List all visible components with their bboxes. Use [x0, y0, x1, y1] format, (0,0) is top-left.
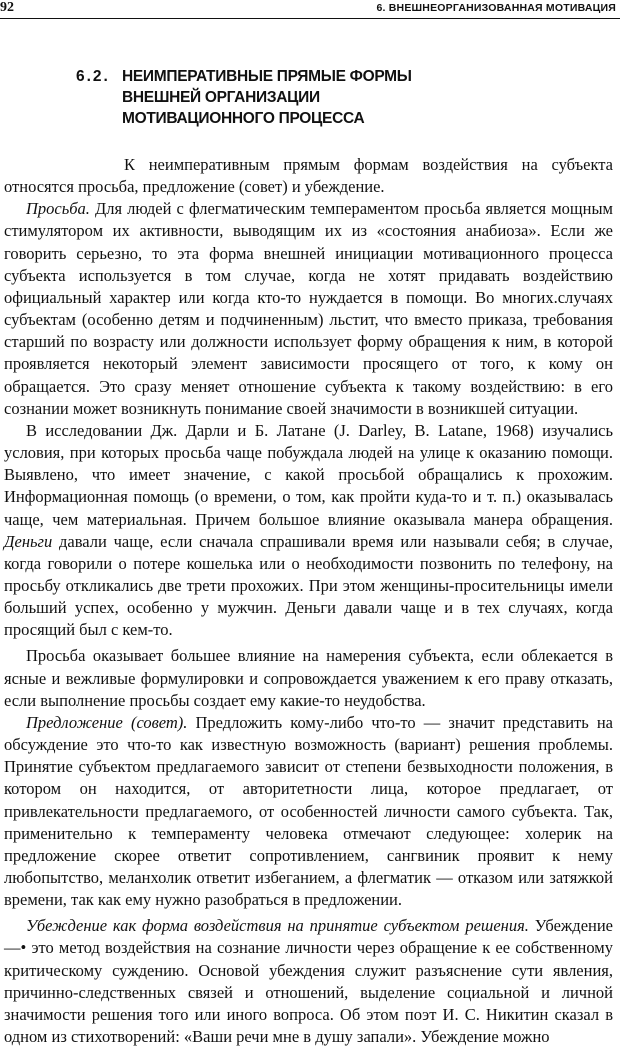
paragraph-study	[4, 420, 613, 642]
section-title-line-2: ВНЕШНЕЙ ОРГАНИЗАЦИИ	[122, 89, 320, 106]
running-head: 6. ВНЕШНЕОРГАНИЗОВАННАЯ МОТИВАЦИЯ	[376, 2, 616, 14]
section-number: 6.2.	[76, 68, 110, 85]
section-title-line-3: МОТИВАЦИОННОГО ПРОЦЕССА	[122, 110, 365, 127]
page-header	[0, 0, 620, 19]
page-number: 92	[0, 0, 14, 15]
body-text	[4, 154, 613, 1048]
section-title-line-1: НЕИМПЕРАТИВНЫЕ ПРЯМЫЕ ФОРМЫ	[122, 68, 412, 85]
paragraph-proposal	[4, 712, 613, 911]
term-request: Просьба.	[26, 199, 90, 219]
term-proposal: Предложение (совет).	[26, 712, 188, 732]
paragraph-request	[4, 198, 613, 420]
paragraph-request-influence: Просьба оказывает большее влияние на намерения субъекта, если облекается в ясные и вежливые формулировки и сопровождается уважением к его праву отказать, если выполнение просьбы создает ему какие-то неудобства.	[4, 646, 613, 710]
term-persuasion: Убеждение как форма воздействия на принятие субъектом решения.	[26, 916, 529, 936]
paragraph-study-text-b: давали чаще, если сначала спрашивали время или называли себя; в случае, когда говорили о потере кошелька или о необходимости позвонить по телефону, на просьбу откликались две трети прохожих. При этом женщины-просительницы имели больший успех, особенно у мужчин. Деньги давали чаще и в тех случаях, когда просящий был с кем-то.	[4, 531, 613, 640]
section-title	[76, 66, 596, 129]
paragraph-persuasion-text: Убеждение —• это метод воздействия на сознание личности через обращение к ее собственному критическому суждению. Основой убеждения служит разъяснение сути явления, причинно-следственных связей и отношений, выделение социальной и личной значимости решения того или иного вопроса. Об этом поэт И. С. Никитин сказал в одном из стихотворений: «Ваши речи мне в душу запали». Убеждение можно	[4, 916, 614, 1047]
paragraph-persuasion	[4, 915, 613, 1048]
term-money: Деньги	[4, 531, 53, 551]
paragraph-study-text-a: В исследовании Дж. Дарли и Б. Латане (J. Darley, B. Latane, 1968) изучались условия, при которых просьба чаще побуждала людей на улице к оказанию помощи. Выявлено, что имеет значение, с какой просьбой обращались к прохожим. Информационная помощь (о времени, о том, как пройти куда-то и т. п.) оказывалась чаще, чем материальная. Причем большое влияние оказывала манера обращения.	[4, 420, 613, 529]
paragraph-intro: К неимперативным прямым формам воздействия на субъекта относятся просьба, предложение (совет) и убеждение.	[4, 155, 613, 197]
paragraph-request-text: Для людей с флегматическим темпераментом просьба является мощным стимулятором их активности, выводящим их из «состояния анабиоза». Если же говорить серьезно, то эта форма внешней инициации мотивационного процесса субъекта используется в том случае, когда не хотят придавать воздействию официальный характер или когда кто-то нуждается в помощи. Во многих.случаях субъектам (особенно детям и подчиненным) льстит, что вместо приказа, требования старший по возрасту или должности использует форму обращения к ним, в которой проявляется некоторый элемент зависимости просящего от того, к кому он обращается. Это сразу меняет отношение субъекта к такому воздействию: в его сознании может возникнуть понимание своей значимости в возникшей ситуации.	[4, 199, 613, 418]
paragraph-proposal-text: Предложить кому-либо что-то — значит представить на обсуждение это что-то как известную возможность (вариант) решения проблемы. Принятие субъектом предлагаемого зависит от степени безвыходности положения, в котором он находится, от авторитетности лица, которое предлагает, от привлекательности предлагаемого, от особенностей личности самого субъекта. Так, применительно к темпераменту человека отмечают следующее: холерик на предложение скорее ответит сопротивлением, сангвиник проявит к нему любопытство, меланхолик ответит избеганием, а флегматик — отказом или затяжкой времени, так как ему нужно разобраться в предложении.	[4, 712, 613, 910]
